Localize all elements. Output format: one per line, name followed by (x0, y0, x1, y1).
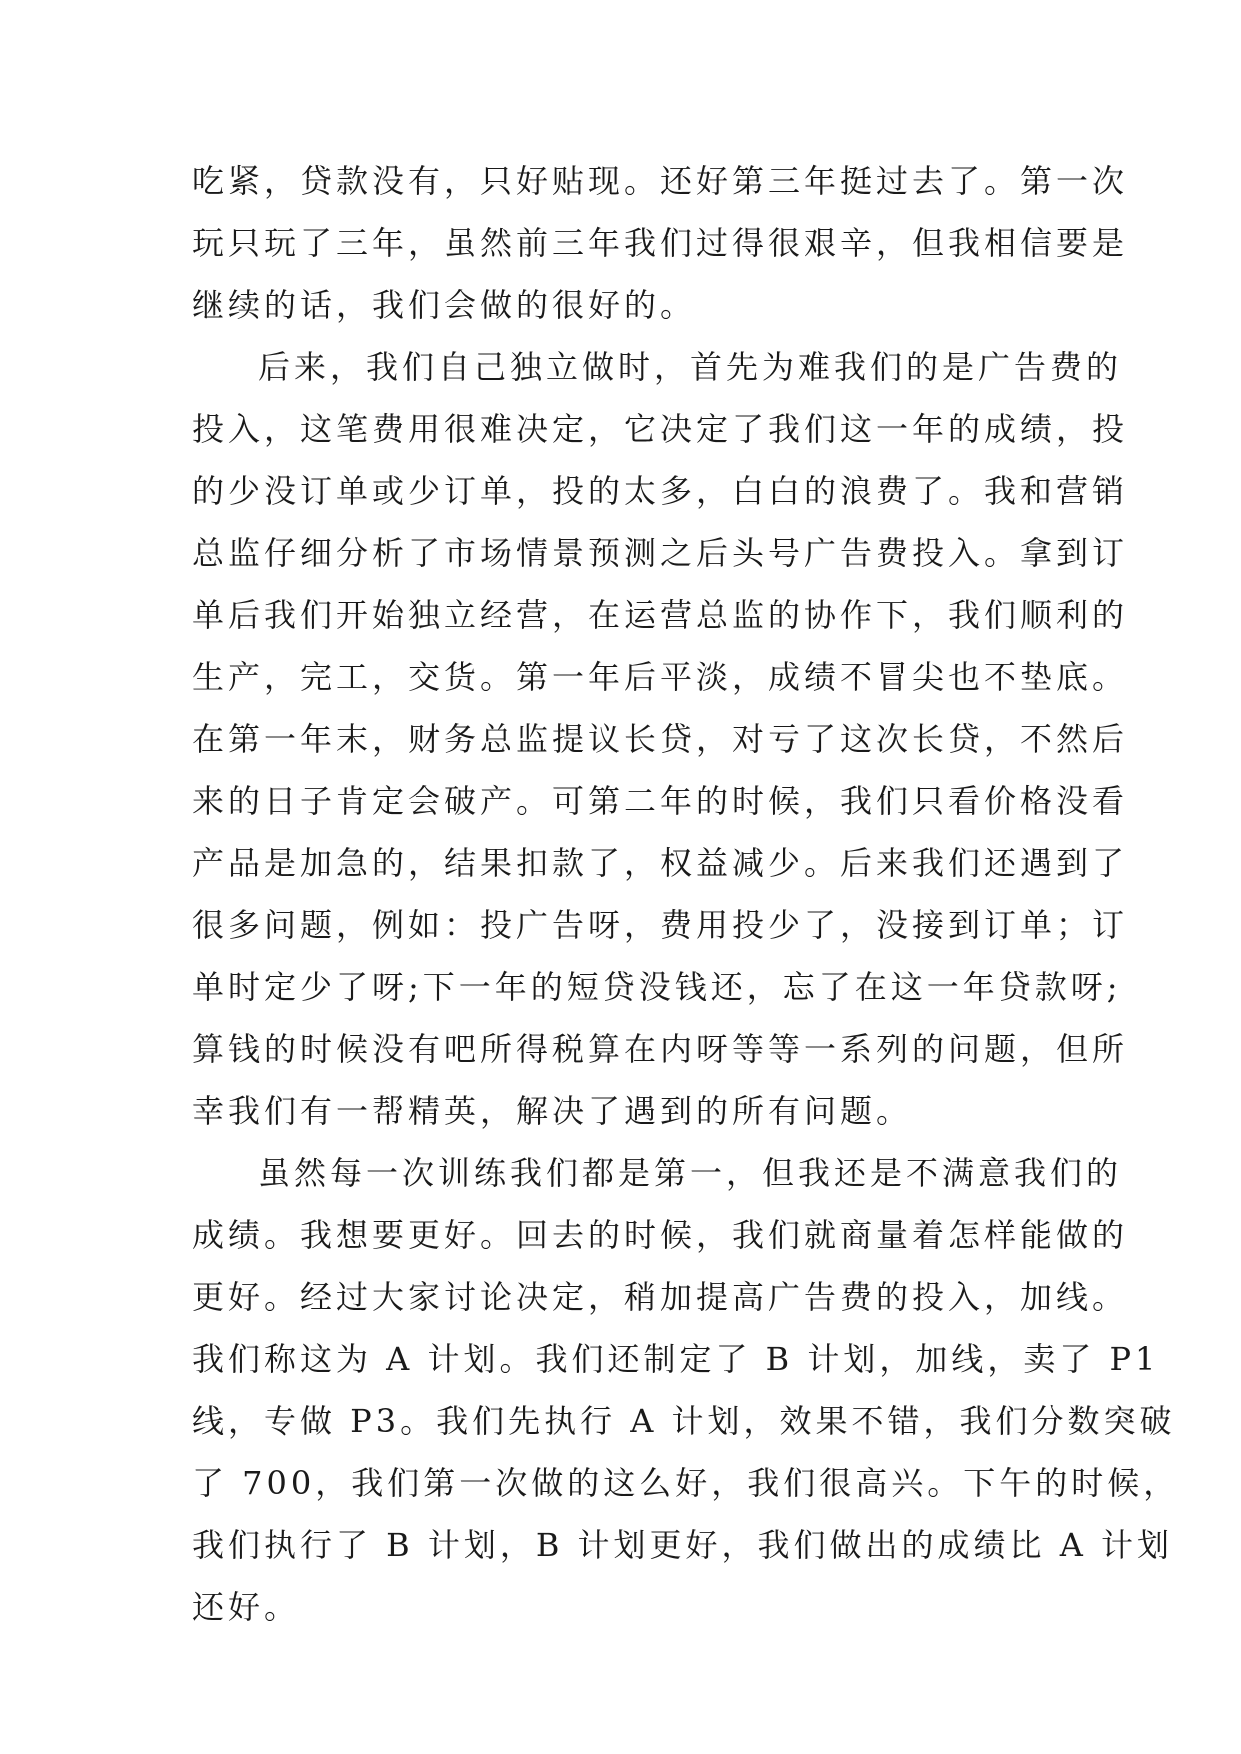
text-line: 幸我们有一帮精英，解决了遇到的所有问题。 (192, 1092, 913, 1130)
text-line: 后来，我们自己独立做时，首先为难我们的是广告费的 (258, 348, 1123, 386)
paragraph-3 (192, 1142, 1180, 1638)
document-body (192, 150, 1180, 1638)
text-line: 玩只玩了三年，虽然前三年我们过得很艰辛，但我相信要是 (192, 224, 1129, 262)
text-line: 单后我们开始独立经营，在运营总监的协作下，我们顺利的 (192, 596, 1129, 634)
text-line: 继续的话，我们会做的很好的。 (192, 286, 697, 324)
text-line: 成绩。我想要更好。回去的时候，我们就商量着怎样能做的 (192, 1216, 1129, 1254)
text-line: 生产，完工，交货。第一年后平淡，成绩不冒尖也不垫底。 (192, 658, 1129, 696)
text-line: 来的日子肯定会破产。可第二年的时候，我们只看价格没看 (192, 782, 1129, 820)
text-line: 我们执行了 B 计划，B 计划更好，我们做出的成绩比 A 计划 (192, 1526, 1174, 1564)
text-line: 的少没订单或少订单，投的太多，白白的浪费了。我和营销 (192, 472, 1129, 510)
text-line: 吃紧，贷款没有，只好贴现。还好第三年挺过去了。第一次 (192, 162, 1129, 200)
text-line: 线，专做 P3。我们先执行 A 计划，效果不错，我们分数突破 (192, 1402, 1176, 1440)
text-line: 了 700，我们第一次做的这么好，我们很高兴。下午的时候， (192, 1464, 1180, 1502)
text-line: 还好。 (192, 1588, 301, 1626)
text-line: 我们称这为 A 计划。我们还制定了 B 计划，加线，卖了 P1 (192, 1340, 1160, 1378)
text-line: 很多问题，例如：投广告呀，费用投少了，没接到订单；订 (192, 906, 1129, 944)
text-line: 更好。经过大家讨论决定，稍加提高广告费的投入，加线。 (192, 1278, 1129, 1316)
text-line: 算钱的时候没有吧所得税算在内呀等等一系列的问题，但所 (192, 1030, 1129, 1068)
text-line: 产品是加急的，结果扣款了，权益减少。后来我们还遇到了 (192, 844, 1129, 882)
text-line: 总监仔细分析了市场情景预测之后头号广告费投入。拿到订 (192, 534, 1129, 572)
text-line: 在第一年末，财务总监提议长贷，对亏了这次长贷，不然后 (192, 720, 1129, 758)
paragraph-2 (192, 336, 1129, 1142)
paragraph-1 (192, 150, 1129, 336)
text-line: 单时定少了呀;下一年的短贷没钱还，忘了在这一年贷款呀; (192, 968, 1122, 1006)
text-line: 投入，这笔费用很难决定，它决定了我们这一年的成绩，投 (192, 410, 1129, 448)
text-line: 虽然每一次训练我们都是第一，但我还是不满意我们的 (258, 1154, 1123, 1192)
